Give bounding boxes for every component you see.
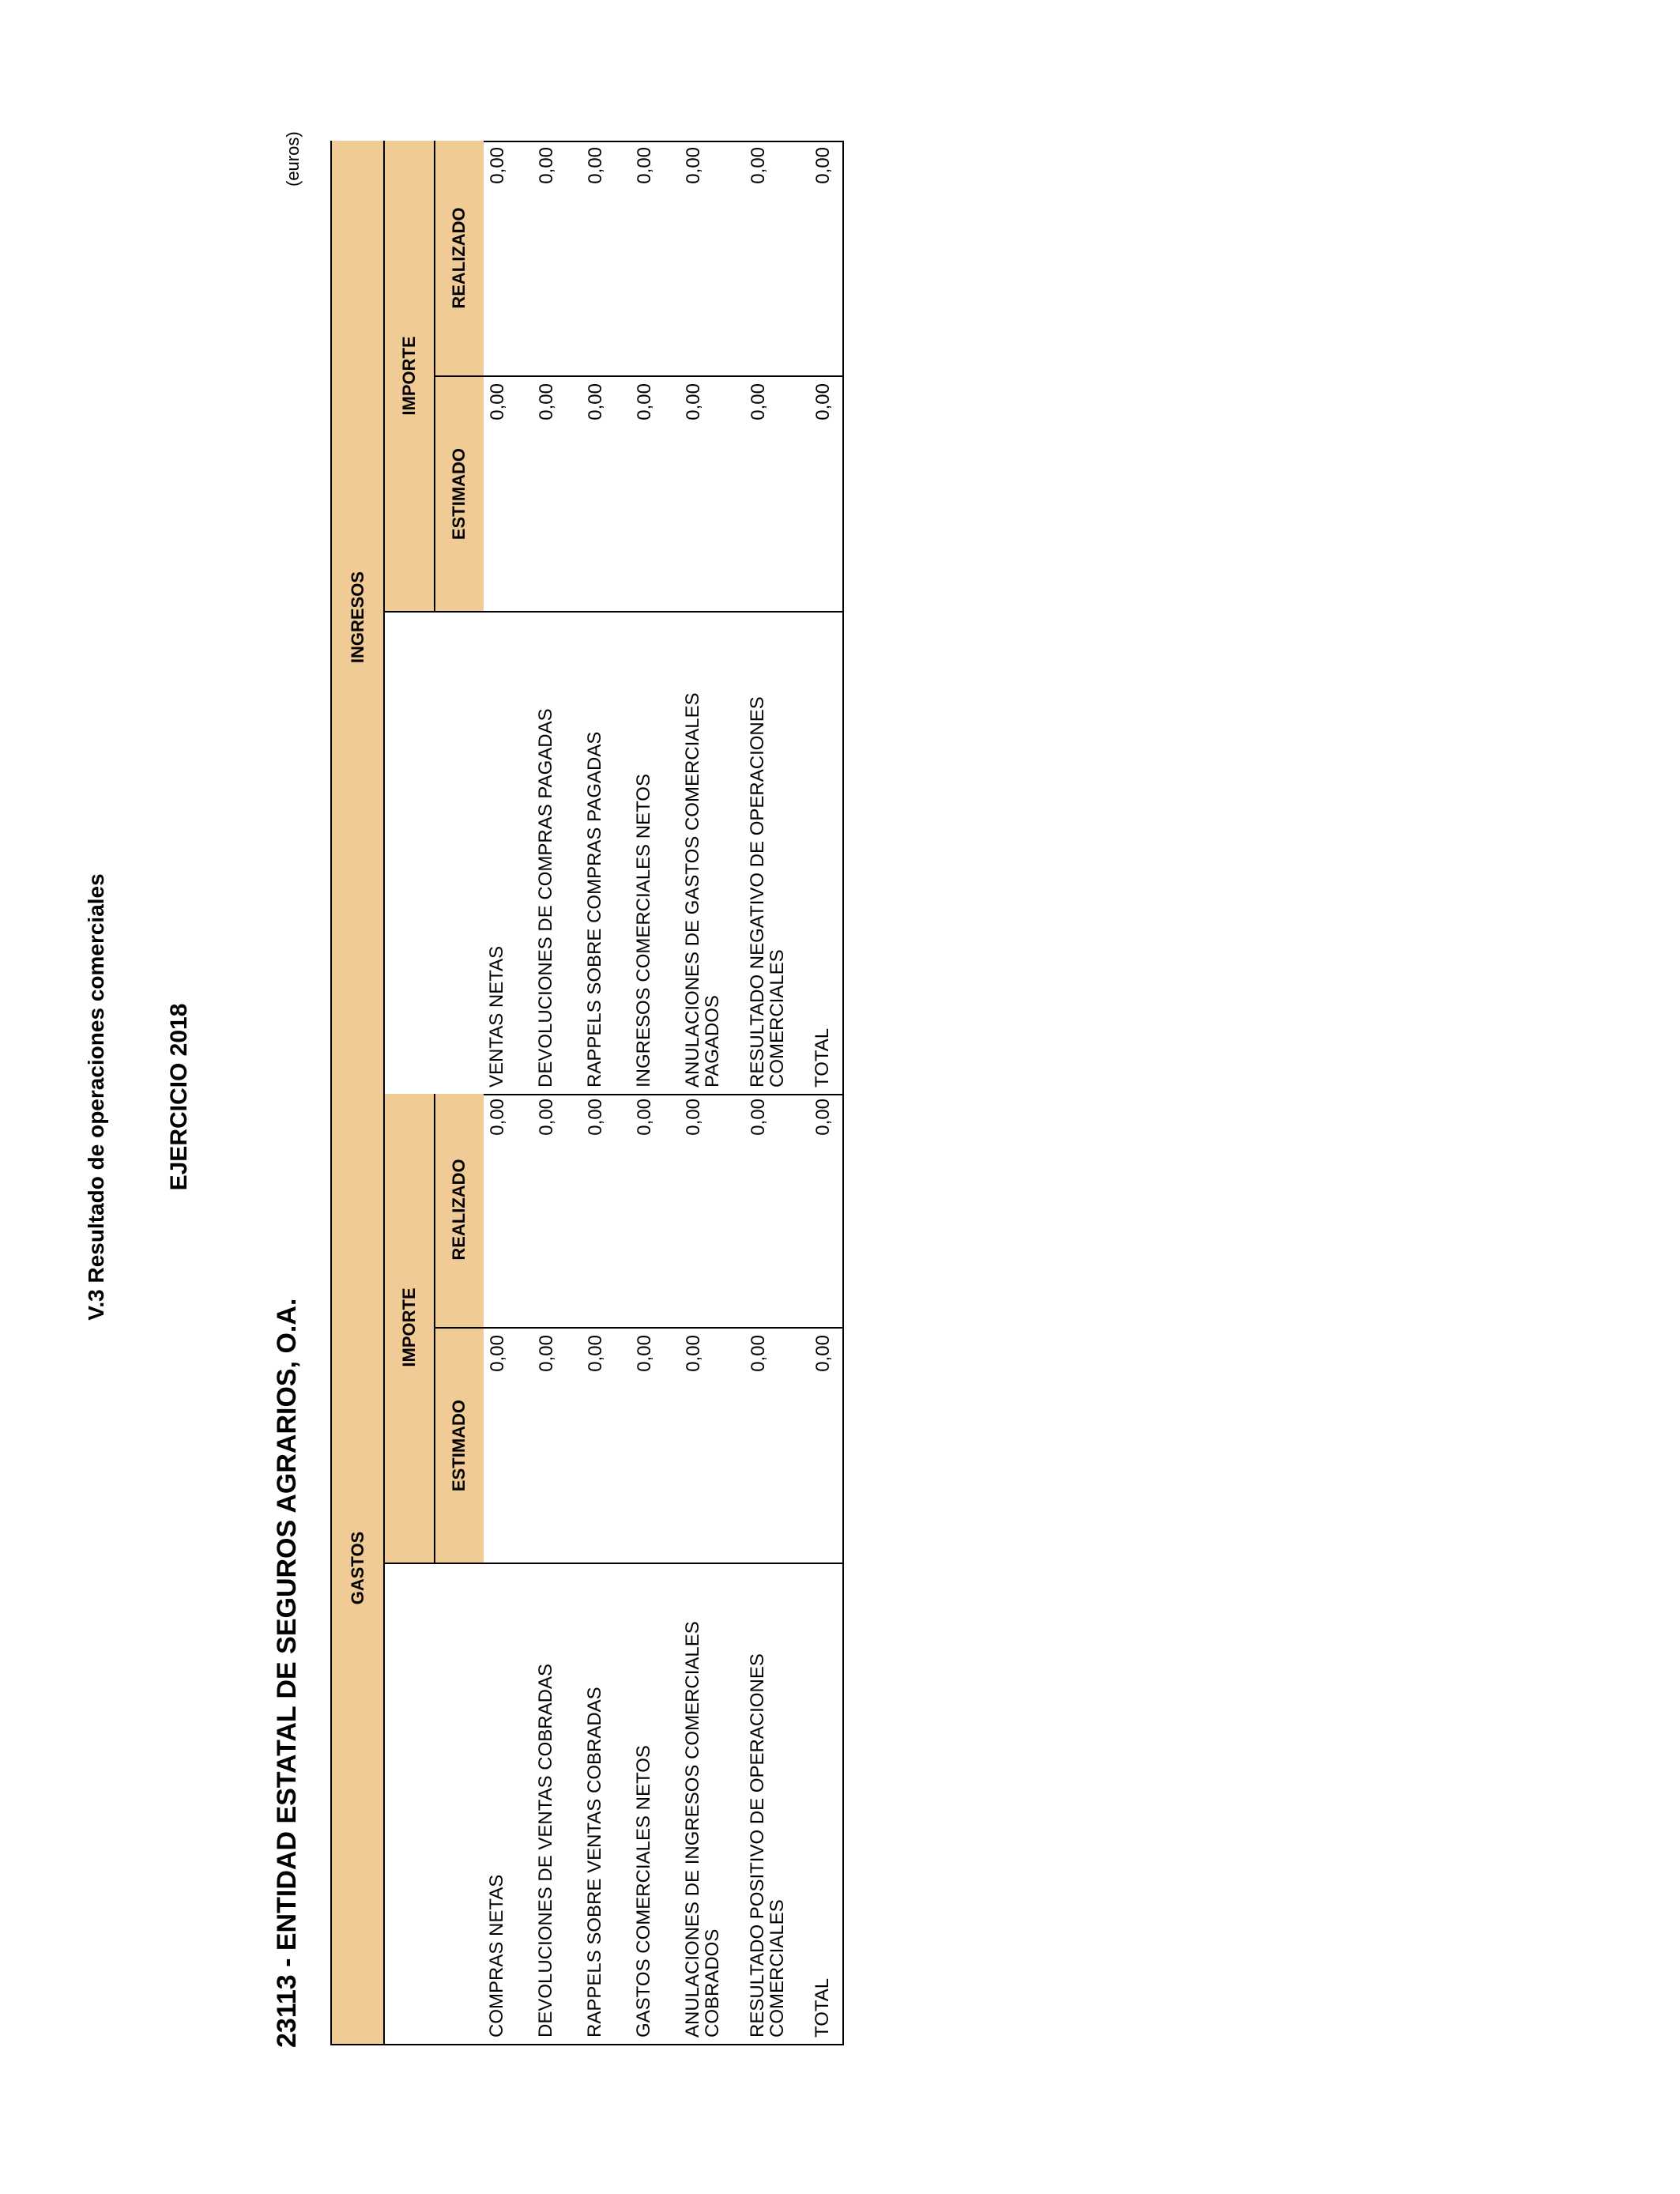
- table-row: [484, 1092, 533, 2044]
- table-row: [631, 1092, 680, 2044]
- row-label: COMPRAS NETAS: [486, 1874, 508, 2038]
- row-estimado: 0,00: [533, 1328, 582, 1563]
- table-row: [484, 141, 533, 1094]
- document-title: V.3 Resultado de operaciones comerciales: [84, 873, 108, 1321]
- row-realizado: 0,00: [680, 141, 744, 376]
- row-estimado: 0,00: [533, 376, 582, 612]
- row-estimado: 0,00: [809, 376, 842, 612]
- gastos-header: GASTOS: [332, 1092, 384, 2044]
- table-row: [809, 141, 842, 1094]
- ingresos-header: INGRESOS: [332, 141, 384, 1094]
- row-realizado: 0,00: [484, 1092, 533, 1328]
- exercise-year: EJERCICIO 2018: [166, 1003, 192, 1191]
- table-row: [680, 141, 744, 1094]
- gastos-importe-header: IMPORTE: [384, 1092, 434, 1563]
- row-realizado: 0,00: [680, 1092, 744, 1328]
- row-realizado: 0,00: [484, 141, 533, 376]
- table-row: [533, 1092, 582, 2044]
- table-row: [631, 141, 680, 1094]
- row-estimado: 0,00: [582, 1328, 631, 1563]
- row-estimado: 0,00: [680, 1328, 744, 1563]
- units-label: (euros): [283, 131, 303, 187]
- row-label: INGRESOS COMERCIALES NETOS: [633, 774, 655, 1088]
- row-realizado: 0,00: [582, 141, 631, 376]
- table-row: [533, 141, 582, 1094]
- ingresos-importe-header: IMPORTE: [384, 141, 434, 612]
- ingresos-estimado-header: ESTIMADO: [435, 376, 484, 612]
- table-row: [582, 1092, 631, 2044]
- ingresos-table: [330, 141, 844, 1094]
- row-estimado: 0,00: [631, 1328, 680, 1563]
- row-label: RAPPELS SOBRE VENTAS COBRADAS: [584, 1687, 606, 2038]
- gastos-table: [330, 1094, 844, 2045]
- table-row: [680, 1092, 744, 2044]
- row-label: TOTAL: [812, 1027, 834, 1088]
- row-estimado: 0,00: [744, 1328, 809, 1563]
- row-estimado: 0,00: [680, 376, 744, 612]
- table-row: [744, 141, 809, 1094]
- table-row: [744, 1092, 809, 2044]
- row-estimado: 0,00: [484, 376, 533, 612]
- entity-name: 23113 - ENTIDAD ESTATAL DE SEGUROS AGRARIOS, O.A.: [272, 1298, 302, 2048]
- ingresos-realizado-header: REALIZADO: [435, 141, 484, 376]
- row-label: GASTOS COMERCIALES NETOS: [633, 1745, 655, 2038]
- gastos-rows: [484, 1092, 842, 2044]
- row-realizado: 0,00: [744, 141, 809, 376]
- ingresos-concept-header: [384, 612, 484, 1094]
- row-realizado: 0,00: [533, 1092, 582, 1328]
- table-row: [582, 141, 631, 1094]
- row-realizado: 0,00: [744, 1092, 809, 1328]
- row-label: DEVOLUCIONES DE COMPRAS PAGADAS: [535, 708, 557, 1088]
- row-realizado: 0,00: [809, 141, 842, 376]
- row-label: RAPPELS SOBRE COMPRAS PAGADAS: [584, 731, 606, 1088]
- row-label: DEVOLUCIONES DE VENTAS COBRADAS: [535, 1664, 557, 2038]
- row-label: ANULACIONES DE GASTOS COMERCIALES PAGADOS: [682, 692, 724, 1088]
- row-estimado: 0,00: [744, 376, 809, 612]
- row-label: ANULACIONES DE INGRESOS COMERCIALES COBRADOS: [682, 1621, 724, 2038]
- row-estimado: 0,00: [484, 1328, 533, 1563]
- row-realizado: 0,00: [533, 141, 582, 376]
- row-realizado: 0,00: [809, 1092, 842, 1328]
- row-realizado: 0,00: [631, 141, 680, 376]
- row-label: RESULTADO POSITIVO DE OPERACIONES COMERCIALES: [747, 1653, 789, 2038]
- ingresos-rows: [484, 141, 842, 1094]
- table-row: [809, 1092, 842, 2044]
- row-label: TOTAL: [812, 1977, 834, 2038]
- gastos-realizado-header: REALIZADO: [435, 1092, 484, 1328]
- gastos-concept-header: [384, 1563, 484, 2044]
- row-label: VENTAS NETAS: [486, 945, 508, 1088]
- row-realizado: 0,00: [631, 1092, 680, 1328]
- row-realizado: 0,00: [582, 1092, 631, 1328]
- row-estimado: 0,00: [582, 376, 631, 612]
- gastos-estimado-header: ESTIMADO: [435, 1328, 484, 1563]
- row-estimado: 0,00: [631, 376, 680, 612]
- row-estimado: 0,00: [809, 1328, 842, 1563]
- row-label: RESULTADO NEGATIVO DE OPERACIONES COMERCIALES: [747, 696, 789, 1088]
